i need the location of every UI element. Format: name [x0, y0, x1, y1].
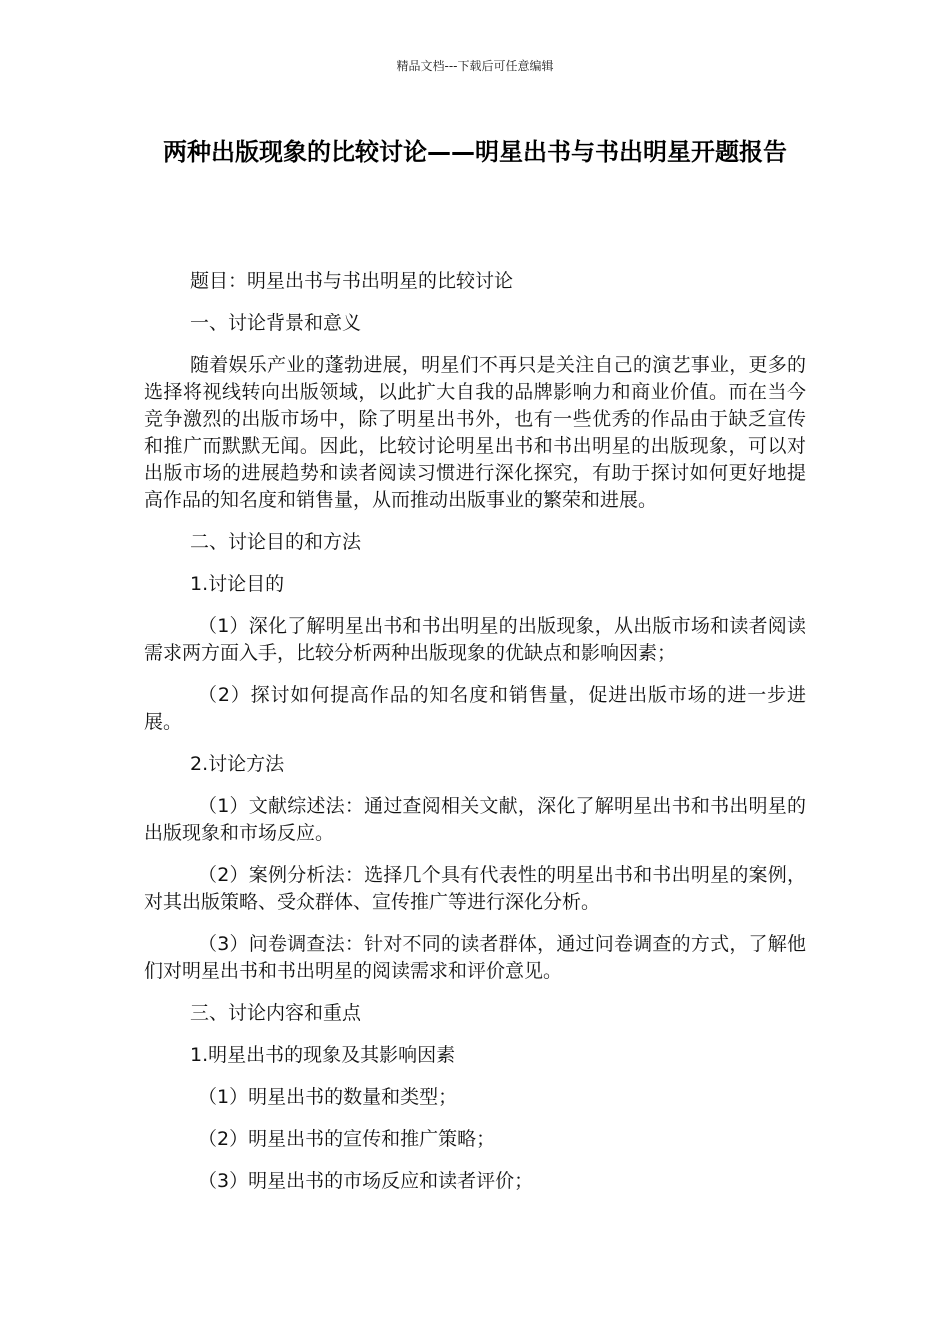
page-header-note: 精品文档---下载后可任意编辑	[396, 59, 554, 73]
subheading-purpose: 1.讨论目的	[190, 573, 285, 595]
method-item-2: （2）案例分析法：选择几个具有代表性的明星出书和书出明星的案例，对其出版策略、受众群体、宣传推广等进行深化分析。	[144, 864, 806, 913]
purpose-item-2: （2）探讨如何提高作品的知名度和销售量，促进出版市场的进一步进展。	[144, 684, 806, 733]
content-item-1: （1）明星出书的数量和类型；	[198, 1086, 458, 1108]
content-item-2: （2）明星出书的宣传和推广策略；	[198, 1128, 496, 1150]
purpose-item-1: （1）深化了解明星出书和书出明星的出版现象，从出版市场和读者阅读需求两方面入手，比较分析两种出版现象的优缺点和影响因素；	[144, 615, 806, 664]
section-heading-3: 三、讨论内容和重点	[190, 1002, 362, 1024]
document-title: 两种出版现象的比较讨论——明星出书与书出明星开题报告	[163, 138, 787, 166]
section-heading-1: 一、讨论背景和意义	[190, 312, 362, 334]
topic-line: 题目：明星出书与书出明星的比较讨论	[190, 270, 514, 292]
method-item-1: （1）文献综述法：通过查阅相关文献，深化了解明星出书和书出明星的出版现象和市场反应。	[144, 795, 806, 844]
background-paragraph: 随着娱乐产业的蓬勃进展，明星们不再只是关注自己的演艺事业，更多的选择将视线转向出版领域，以此扩大自我的品牌影响力和商业价值。而在当今竞争激烈的出版市场中，除了明星出书外，也有一些优秀的作品由于缺乏宣传和推广而默默无闻。因此，比较讨论明星出书和书出明星的出版现象，可以对出版市场的进展趋势和读者阅读习惯进行深化探究，有助于探讨如何更好地提高作品的知名度和销售量，从而推动出版事业的繁荣和进展。	[144, 354, 806, 511]
subheading-content-1: 1.明星出书的现象及其影响因素	[190, 1044, 456, 1066]
method-item-3: （3）问卷调查法：针对不同的读者群体，通过问卷调查的方式，了解他们对明星出书和书出明星的阅读需求和评价意见。	[144, 933, 806, 982]
subheading-method: 2.讨论方法	[190, 753, 285, 775]
content-item-3: （3）明星出书的市场反应和读者评价；	[198, 1170, 534, 1192]
document-body	[144, 268, 806, 1210]
section-heading-2: 二、讨论目的和方法	[190, 531, 362, 553]
